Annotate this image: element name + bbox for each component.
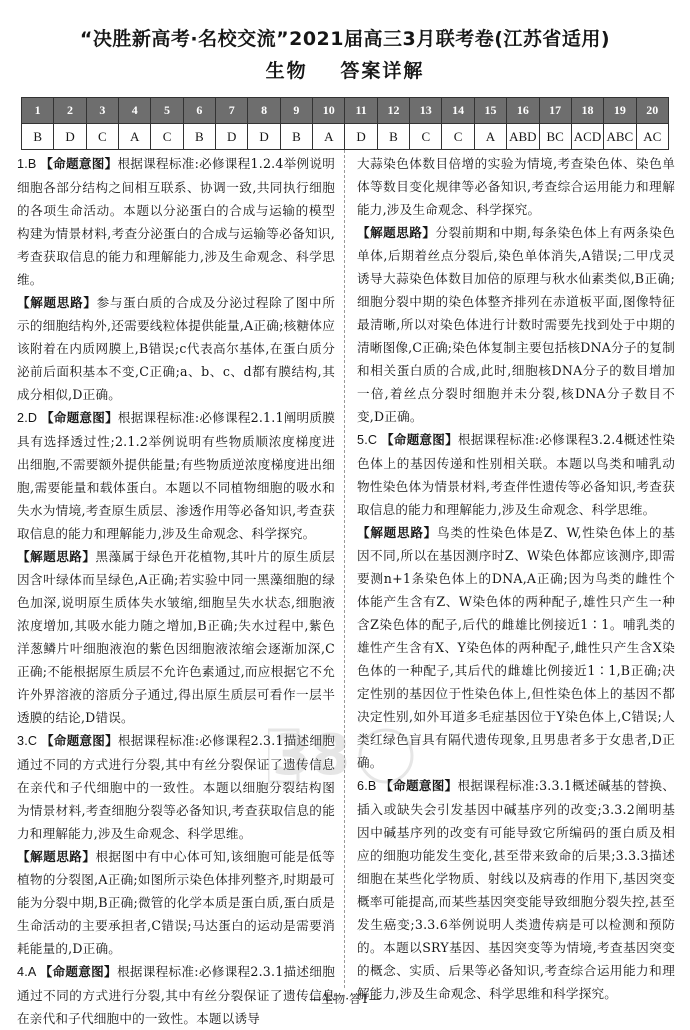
paragraph-text: 鸟类的性染色体是Z、W,性染色体上的基因不同,所以在基因测序时Z、W染色体都应该测序,即需要测n+1条染色体上的DNA,A正确;因为鸟类的雌性个体能产生含有Z、W染色体的两种配子,雄性只产生一种含Z染色体的配子,后代的雌雄比例接近1∶1。哺乳类的雄性产生含有X、Y染色体的两种配子,雌性只产生含X染色体的一种配子,其后代的雌雄比例接近1∶1,B正确;决定性别的基因位于性染色体上,但性染色体上的基因不都决定性别,如外耳道多毛症基因位于Y染色体上,C错误;人类红绿色盲具有隔代遗传现象,且男患者多于女患者,D正确。: [357, 525, 676, 770]
section-tag: 【命题意图】: [39, 964, 117, 979]
answer-cell: C: [86, 124, 118, 150]
question-number-cell: 16: [507, 98, 539, 124]
answer-cell: ABC: [604, 124, 636, 150]
question-answer-label: 4.A: [17, 965, 40, 979]
right-column: [357, 152, 675, 1005]
explanation-paragraph: [357, 774, 675, 1005]
question-number-cell: 20: [636, 98, 668, 124]
question-number-cell: 14: [442, 98, 474, 124]
question-number-cell: 8: [248, 98, 280, 124]
section-tag: 【命题意图】: [40, 410, 118, 425]
page-title: “决胜新高考·名校交流”2021届高三3月联考卷(江苏省适用): [79, 28, 611, 50]
explanation-paragraph: [17, 545, 335, 729]
paragraph-text: 参与蛋白质的合成及分泌过程除了图中所示的细胞结构外,还需要线粒体提供能量,A正确;核糖体应该附着在内质网膜上,B错误;c代表高尔基体,在蛋白质分泌前后面积基本不变,C正确;a、b、c、d都有膜结构,其成分相似,D正确。: [17, 295, 335, 402]
section-tag: 【解题思路】: [17, 849, 96, 864]
question-number-cell: 4: [119, 98, 151, 124]
page-subtitle: [0, 56, 690, 83]
answer-cell: BC: [539, 124, 571, 150]
paragraph-text: 分裂前期和中期,每条染色体上有两条染色单体,后期着丝点分裂后,染色单体消失,A错误;二甲戊灵诱导大蒜染色体数目加倍的原理与秋水仙素类似,B正确;细胞分裂中期的染色体整齐排列在赤道板平面,图像特征最清晰,所以对染色体进行计数时需要先找到处于中期的清晰图像,C正确;染色体复制主要包括核DNA分子的复制和相关蛋白质的合成,此时,细胞核DNA分子的数目增加一倍,着丝点分裂时细胞并未分裂,核DNA分子数目不变,D正确。: [357, 225, 675, 424]
question-number-cell: 11: [345, 98, 377, 124]
answer-cell: D: [54, 124, 86, 150]
answer-cell: B: [377, 124, 409, 150]
paragraph-text: 根据课程标准:必修课程2.1.1阐明质膜具有选择透过性;2.1.2举例说明有些物质顺浓度梯度进出细胞,不需要额外提供能量;有些物质逆浓度梯度进出细胞,需要能量和载体蛋白。本题以不同植物细胞的吸水和失水为情境,考查原生质层、渗透作用等必备知识,考查获取信息的能力和理解能力,涉及生命观念、科学探究。: [17, 410, 335, 541]
explanation-paragraph: [357, 152, 675, 221]
answer-cell: ACD: [571, 124, 603, 150]
section-tag: 【解题思路】: [357, 225, 436, 240]
answer-cell: C: [410, 124, 442, 150]
section-tag: 【命题意图】: [380, 432, 458, 447]
answer-cell: ABD: [507, 124, 539, 150]
question-number-cell: 9: [280, 98, 312, 124]
question-number-cell: 18: [571, 98, 603, 124]
answer-cell: A: [474, 124, 506, 150]
explanation-paragraph: [17, 406, 335, 545]
answer-cell: AC: [636, 124, 668, 150]
section-tag: 【命题意图】: [40, 156, 118, 171]
paragraph-text: 根据图中有中心体可知,该细胞可能是低等植物的分裂图,A正确;如图所示染色体排列整齐,时期最可能为分裂中期,B正确;微管的化学本质是蛋白质,蛋白质是生命活动的主要承担者,C错误;马达蛋白的运动是需要消耗能量的,D正确。: [17, 849, 335, 956]
explanation-paragraph: [17, 845, 335, 960]
answer-cell: A: [313, 124, 345, 150]
question-number-cell: 5: [151, 98, 183, 124]
watermark-logo: [268, 712, 418, 802]
paragraph-text: 根据课程标准:必修课程2.3.1描述细胞通过不同的方式进行分裂,其中有丝分裂保证了遗传信息在亲代和子代细胞中的一致性。本题以诱导: [17, 964, 335, 1026]
paragraph-text: 根据课程标准:必修课程1.2.4举例说明细胞各部分结构之间相互联系、协调一致,共同执行细胞的各项生命活动。本题以分泌蛋白的合成与运输的模型构建为情景材料,考查分泌蛋白的合成与运输等必备知识,考查获取信息的能力和理解能力,涉及生命观念、科学思维。: [17, 156, 336, 287]
section-tag: 【解题思路】: [357, 525, 438, 540]
explanation-paragraph: [17, 152, 335, 291]
question-number-cell: 3: [86, 98, 118, 124]
question-answer-label: 3.C: [17, 734, 41, 748]
column-divider: [344, 150, 345, 988]
question-number-cell: 12: [377, 98, 409, 124]
question-number-cell: 10: [313, 98, 345, 124]
answer-cell: D: [248, 124, 280, 150]
question-answer-label: 5.C: [357, 433, 381, 447]
question-answer-label: 6.B: [357, 779, 381, 793]
answer-cell: C: [151, 124, 183, 150]
question-number-cell: 17: [539, 98, 571, 124]
question-answer-label: 1.B: [17, 157, 41, 171]
answer-cell: D: [345, 124, 377, 150]
question-number-cell: 15: [474, 98, 506, 124]
question-number-cell: 19: [604, 98, 636, 124]
explanation-paragraph: [17, 291, 335, 406]
paragraph-text: 黑藻属于绿色开花植物,其叶片的原生质层因含叶绿体而呈绿色,A正确;若实验中同一黑藻细胞的绿色加深,说明原生质体失水皱缩,细胞呈失水状态,细胞液浓度增加,其吸水能力随之增加,B正确;失水过程中,紫色洋葱鳞片叶细胞液泡的紫色因细胞液浓缩会逐渐加深,C正确;不能根据原生质层不允许色素通过,而应根据它不允许外界溶液的溶质分子通过,得出原生质层可看作一层半透膜的结论,D错误。: [17, 549, 335, 725]
question-number-cell: 1: [22, 98, 54, 124]
question-number-cell: 2: [54, 98, 86, 124]
answer-number-row: [22, 98, 669, 124]
answer-detail-label: 答案详解: [340, 60, 425, 82]
section-tag: 【解题思路】: [17, 549, 96, 564]
section-tag: 【解题思路】: [17, 295, 97, 310]
answer-cell: C: [442, 124, 474, 150]
answer-cell: B: [22, 124, 54, 150]
question-number-cell: 13: [410, 98, 442, 124]
answer-cell: A: [119, 124, 151, 150]
question-number-cell: 6: [183, 98, 215, 124]
answer-cell: B: [280, 124, 312, 150]
page-footer: —生物·答1—: [309, 992, 381, 1006]
explanation-paragraph: [357, 428, 675, 521]
svg-text:38: 38: [272, 723, 350, 788]
answer-cell: B: [183, 124, 215, 150]
paragraph-text: 大蒜染色体数目倍增的实验为情境,考查染色体、染色单体等数目变化规律等必备知识,考查综合运用能力和理解能力,涉及生命观念、科学探究。: [357, 156, 675, 217]
answer-key-row: [22, 124, 669, 150]
answer-cell: D: [216, 124, 248, 150]
paragraph-text: 根据课程标准:必修课程2.3.1描述细胞通过不同的方式进行分裂,其中有丝分裂保证了遗传信息在亲代和子代细胞中的一致性。本题以细胞分裂结构图为情景材料,考查细胞分裂等必备知识,考查获取信息的能力和理解能力,涉及生命观念、科学思维。: [17, 733, 335, 841]
question-answer-label: 2.D: [17, 411, 41, 425]
subject-label: 生物: [265, 60, 308, 82]
paragraph-text: 根据课程标准:必修课程3.2.4概述性染色体上的基因传递和性别相关联。本题以鸟类和哺乳动物性染色体为情景材料,考查伴性遗传等必备知识,考查获取信息的能力和理解能力,涉及生命观念、科学思维。: [357, 432, 675, 517]
left-column: [17, 152, 335, 1030]
explanation-paragraph: [357, 221, 675, 428]
section-tag: 【命题意图】: [40, 733, 118, 748]
answer-table: [21, 97, 669, 150]
paragraph-text: 根据课程标准:3.3.1概述碱基的替换、插入或缺失会引发基因中碱基序列的改变;3.3.2阐明基因中碱基序列的改变有可能导致它所编码的蛋白质及相应的细胞功能发生变化,甚至带来致命的后果;3.3.3描述细胞在某些化学物质、射线以及病毒的作用下,基因突变概率可能提高,而某些基因突变能导致细胞分裂失控,甚至发生癌变;3.3.6举例说明人类遗传病是可以检测和预防的。本题以SRY基因、基因突变等为情境,考查基因突变的概念、实质、后果等必备知识,考查综合运用能力和理解能力,涉及生命观念、科学思维和科学探究。: [357, 778, 676, 1001]
question-number-cell: 7: [216, 98, 248, 124]
section-tag: 【命题意图】: [380, 778, 458, 793]
